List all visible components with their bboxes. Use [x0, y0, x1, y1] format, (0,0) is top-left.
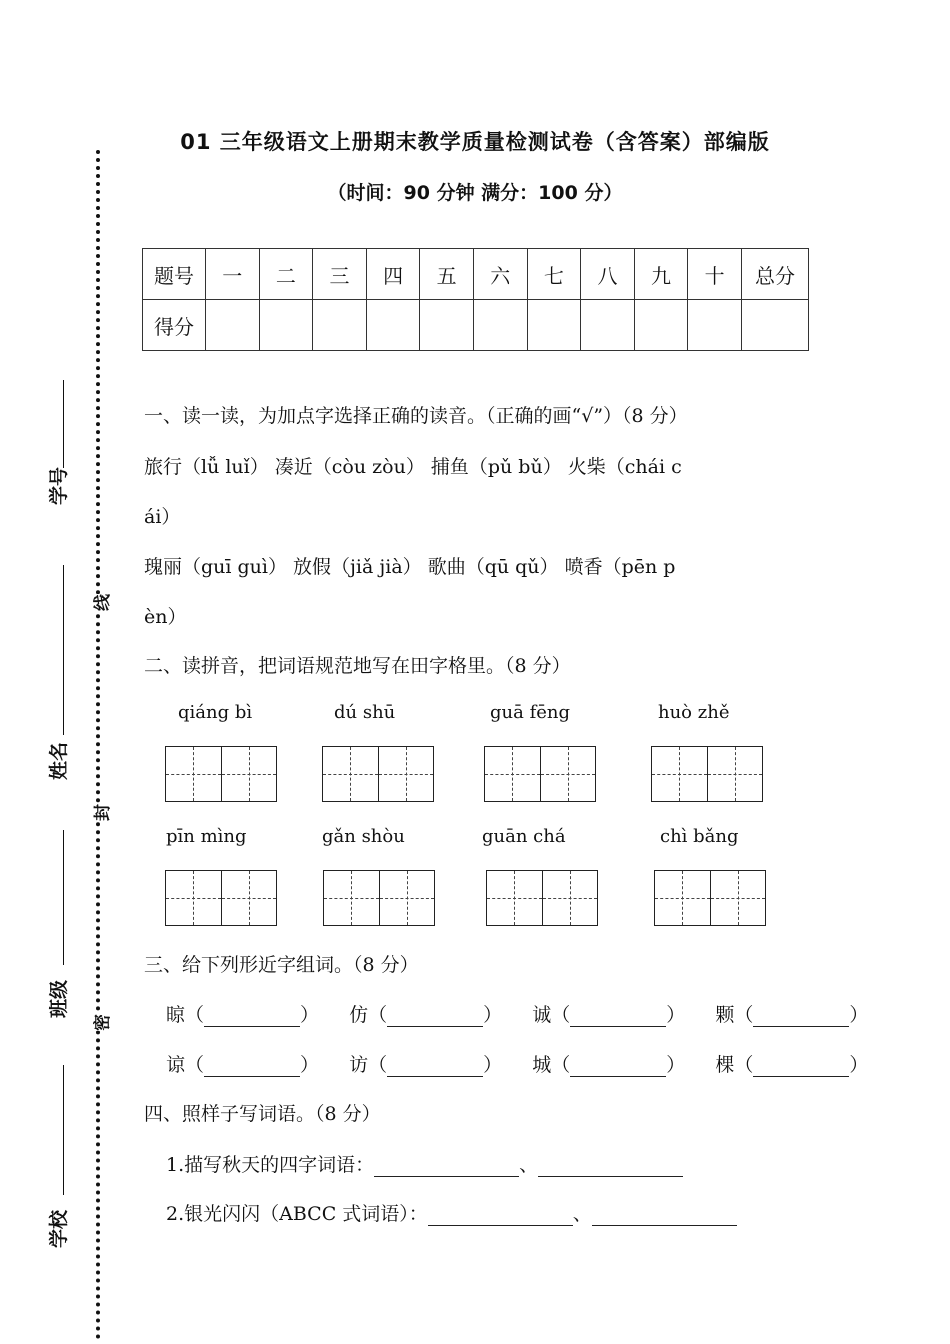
- score-cell[interactable]: [581, 300, 635, 351]
- answer-blank[interactable]: [753, 1058, 849, 1077]
- pinyin-label: qiáng bì: [178, 702, 253, 723]
- q4-item-2-label: 2.银光闪闪（ABCC 式词语）：: [166, 1203, 428, 1225]
- score-header-cell: 二: [259, 249, 313, 300]
- q3-char: 棵: [715, 1054, 735, 1076]
- q4-separator: 、: [572, 1203, 592, 1225]
- pinyin-label: gǎn shòu: [322, 826, 405, 847]
- q3-char: 访: [349, 1054, 369, 1076]
- school-underline: [63, 1065, 64, 1195]
- q1-line-2: 瑰丽（guī guì） 放假（jiǎ jià） 歌曲（qū qǔ） 喷香（pēn p: [144, 556, 676, 578]
- score-header-cell: 一: [206, 249, 260, 300]
- q4-separator: 、: [519, 1154, 539, 1176]
- score-cell[interactable]: [742, 300, 809, 351]
- q2-heading: 二、读拼音，把词语规范地写在田字格里。（8 分）: [144, 655, 571, 677]
- q1-line-1-cont: ái）: [144, 506, 181, 528]
- q3-heading: 三、给下列形近字组词。（8 分）: [144, 954, 419, 976]
- q4-item-2: [166, 1199, 737, 1226]
- score-cell[interactable]: [473, 300, 527, 351]
- tianzige-box[interactable]: [165, 870, 277, 926]
- page-title: 01 三年级语文上册期末教学质量检测试卷（含答案）部编版: [180, 130, 770, 154]
- q3-char: 城: [532, 1054, 552, 1076]
- answer-blank[interactable]: [387, 1058, 483, 1077]
- score-header-cell: 九: [634, 249, 688, 300]
- q3-char: 仿: [349, 1004, 369, 1026]
- answer-blank[interactable]: [753, 1008, 849, 1027]
- student-id-underline: [63, 380, 64, 468]
- school-label: 学校: [48, 1209, 70, 1248]
- answer-blank[interactable]: [204, 1008, 300, 1027]
- score-cell[interactable]: [259, 300, 313, 351]
- name-label: 姓名: [48, 741, 70, 780]
- pinyin-label: guān chá: [482, 826, 566, 847]
- score-cell[interactable]: [634, 300, 688, 351]
- pinyin-label: huò zhě: [658, 702, 730, 723]
- seal-seal: 封: [86, 804, 115, 821]
- score-header-cell: 四: [366, 249, 420, 300]
- tianzige-box[interactable]: [322, 746, 434, 802]
- answer-blank[interactable]: [570, 1058, 666, 1077]
- q4-heading: 四、照样子写词语。（8 分）: [144, 1103, 381, 1125]
- pinyin-label: pīn mìng: [166, 826, 247, 847]
- exam-time-info: （时间：90 分钟 满分：100 分）: [327, 182, 623, 204]
- score-header-cell: 题号: [143, 249, 206, 300]
- score-cell[interactable]: [313, 300, 367, 351]
- score-cell[interactable]: [688, 300, 742, 351]
- tianzige-box[interactable]: [323, 870, 435, 926]
- q3-row-2: 谅（ ） 访（ ） 城（ ） 棵（ ）: [166, 1054, 869, 1076]
- tianzige-box[interactable]: [484, 746, 596, 802]
- student-id-label: 学号: [48, 466, 70, 505]
- pinyin-label: guā fēng: [490, 702, 570, 723]
- q4-item-1-label: 1.描写秋天的四字词语：: [166, 1154, 375, 1176]
- score-table-score-row: [143, 300, 809, 351]
- score-header-cell: 八: [581, 249, 635, 300]
- score-table-header-row: [143, 249, 809, 300]
- seal-secret: 密: [86, 1014, 115, 1031]
- q3-char: 颗: [715, 1004, 735, 1026]
- q3-char: 谅: [166, 1054, 186, 1076]
- score-header-cell: 六: [473, 249, 527, 300]
- q4-item-1: [166, 1150, 683, 1177]
- score-header-cell: 总分: [742, 249, 809, 300]
- answer-blank[interactable]: [570, 1008, 666, 1027]
- name-underline: [63, 565, 64, 735]
- answer-blank[interactable]: [428, 1207, 573, 1226]
- q1-line-2-cont: èn）: [144, 606, 187, 628]
- score-cell[interactable]: [527, 300, 581, 351]
- answer-blank[interactable]: [204, 1058, 300, 1077]
- q3-row-1: 晾（ ） 仿（ ） 诚（ ） 颗（ ）: [166, 1004, 869, 1026]
- score-cell[interactable]: [206, 300, 260, 351]
- score-cell[interactable]: [420, 300, 474, 351]
- pinyin-label: dú shū: [334, 702, 396, 723]
- tianzige-box[interactable]: [654, 870, 766, 926]
- score-header-cell: 七: [527, 249, 581, 300]
- tianzige-box[interactable]: [651, 746, 763, 802]
- q3-char: 晾: [166, 1004, 186, 1026]
- score-cell[interactable]: [366, 300, 420, 351]
- answer-blank[interactable]: [374, 1158, 519, 1177]
- score-header-cell: 三: [313, 249, 367, 300]
- class-underline: [63, 830, 64, 965]
- score-row-label: 得分: [143, 300, 206, 351]
- score-header-cell: 五: [420, 249, 474, 300]
- pinyin-label: chì bǎng: [660, 826, 739, 847]
- q1-heading: 一、读一读，为加点字选择正确的读音。（正确的画“√”）（8 分）: [144, 405, 688, 427]
- class-label: 班级: [48, 979, 70, 1018]
- q3-char: 诚: [532, 1004, 552, 1026]
- answer-blank[interactable]: [387, 1008, 483, 1027]
- score-header-cell: 十: [688, 249, 742, 300]
- tianzige-box[interactable]: [486, 870, 598, 926]
- score-table: [142, 248, 809, 351]
- answer-blank[interactable]: [538, 1158, 683, 1177]
- tianzige-box[interactable]: [165, 746, 277, 802]
- binding-dotted-line: [96, 150, 100, 1340]
- answer-blank[interactable]: [592, 1207, 737, 1226]
- seal-line: 线: [86, 594, 115, 611]
- q1-line-1: 旅行（lǚ luǐ） 凑近（còu zòu） 捕鱼（pǔ bǔ） 火柴（chái c: [144, 456, 682, 478]
